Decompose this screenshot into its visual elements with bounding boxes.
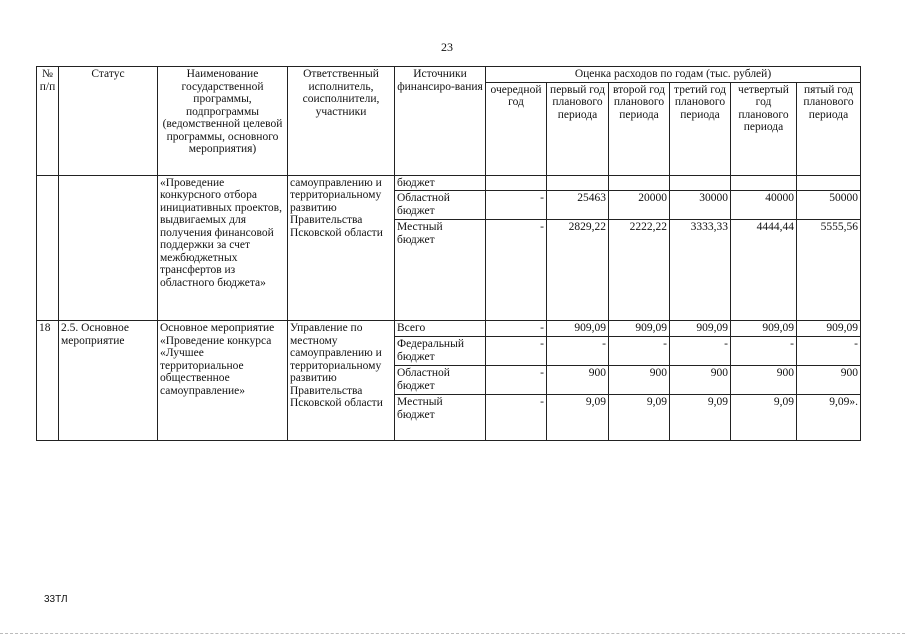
- row17-value-2-3: 3333,33: [670, 220, 731, 321]
- row18-value-2-3: 900: [670, 366, 731, 395]
- row17-value-0-1: [547, 175, 609, 191]
- header-estimate: Оценка расходов по годам (тыс. рублей): [486, 67, 861, 83]
- header-year-2: второй год планового периода: [609, 82, 670, 175]
- budget-table: [36, 66, 861, 441]
- row18-source-2: Областной бюджет: [395, 366, 486, 395]
- header-year-0: очередной год: [486, 82, 547, 175]
- row17-value-1-5: 50000: [797, 191, 861, 220]
- row17-value-2-2: 2222,22: [609, 220, 670, 321]
- row18-status: 2.5. Основное мероприятие: [59, 321, 158, 441]
- header-year-4: четвертый год планового периода: [731, 82, 797, 175]
- row17-value-0-3: [670, 175, 731, 191]
- row18-value-2-4: 900: [731, 366, 797, 395]
- row17-value-0-5: [797, 175, 861, 191]
- footer-code: 33ТЛ: [44, 594, 68, 605]
- header-year-3: третий год планового периода: [670, 82, 731, 175]
- row18-value-3-2: 9,09: [609, 395, 670, 441]
- row18-source-3: Местный бюджет: [395, 395, 486, 441]
- row18-value-0-2: 909,09: [609, 321, 670, 337]
- row17-value-0-2: [609, 175, 670, 191]
- scan-edge-line: [0, 633, 905, 634]
- header-year-1: первый год планового периода: [547, 82, 609, 175]
- row17-value-0-4: [731, 175, 797, 191]
- row17-value-0-0: [486, 175, 547, 191]
- row17-source-0: бюджет: [395, 175, 486, 191]
- row18-value-1-0: -: [486, 337, 547, 366]
- row18-executor: Управление по местному самоуправлению и территориальному развитию Правительства Псковской области: [288, 321, 395, 441]
- row17-source-1: Областной бюджет: [395, 191, 486, 220]
- header-name: Наименование государственной программы, подпрограммы (ведомственной целевой программы, основного мероприятия): [158, 67, 288, 176]
- row18-value-3-3: 9,09: [670, 395, 731, 441]
- header-row-1: [37, 67, 861, 83]
- row17-source-2: Местный бюджет: [395, 220, 486, 321]
- row18-num: 18: [37, 321, 59, 441]
- row17-value-1-1: 25463: [547, 191, 609, 220]
- row17-value-2-4: 4444,44: [731, 220, 797, 321]
- row18-value-1-5: -: [797, 337, 861, 366]
- row18-value-2-5: 900: [797, 366, 861, 395]
- row18-name: Основное мероприятие «Проведение конкурса «Лучшее территориальное общественное самоуправление»: [158, 321, 288, 441]
- row17-num: [37, 175, 59, 321]
- header-executor: Ответственный исполнитель, соисполнители, участники: [288, 67, 395, 176]
- row18-value-0-3: 909,09: [670, 321, 731, 337]
- header-num: № п/п: [37, 67, 59, 176]
- row18-value-3-1: 9,09: [547, 395, 609, 441]
- row18-value-2-1: 900: [547, 366, 609, 395]
- table-row: [37, 175, 861, 191]
- row17-value-1-0: -: [486, 191, 547, 220]
- row18-value-1-4: -: [731, 337, 797, 366]
- table-row: [37, 321, 861, 337]
- row18-source-1: Федеральный бюджет: [395, 337, 486, 366]
- row18-value-3-0: -: [486, 395, 547, 441]
- row18-value-3-4: 9,09: [731, 395, 797, 441]
- header-status: Статус: [59, 67, 158, 176]
- row17-value-1-3: 30000: [670, 191, 731, 220]
- header-year-5: пятый год планового периода: [797, 82, 861, 175]
- row17-value-2-5: 5555,56: [797, 220, 861, 321]
- row18-value-1-1: -: [547, 337, 609, 366]
- row17-value-1-4: 40000: [731, 191, 797, 220]
- row18-source-0: Всего: [395, 321, 486, 337]
- row18-value-0-0: -: [486, 321, 547, 337]
- row17-executor: самоуправлению и территориальному развитию Правительства Псковской области: [288, 175, 395, 321]
- row17-name: «Проведение конкурсного отбора инициативных проектов, выдвигаемых для получения финансовой поддержки за счет межбюджетных трансфертов из областного бюджета»: [158, 175, 288, 321]
- row18-value-1-3: -: [670, 337, 731, 366]
- row18-value-0-5: 909,09: [797, 321, 861, 337]
- row17-value-2-0: -: [486, 220, 547, 321]
- row18-value-0-4: 909,09: [731, 321, 797, 337]
- row18-value-0-1: 909,09: [547, 321, 609, 337]
- row18-value-2-2: 900: [609, 366, 670, 395]
- row18-value-3-5: 9,09».: [797, 395, 861, 441]
- row17-value-2-1: 2829,22: [547, 220, 609, 321]
- header-source: Источники финансиро-вания: [395, 67, 486, 176]
- row18-value-1-2: -: [609, 337, 670, 366]
- row18-value-2-0: -: [486, 366, 547, 395]
- page-number: 23: [441, 40, 453, 54]
- row17-value-1-2: 20000: [609, 191, 670, 220]
- row17-status: [59, 175, 158, 321]
